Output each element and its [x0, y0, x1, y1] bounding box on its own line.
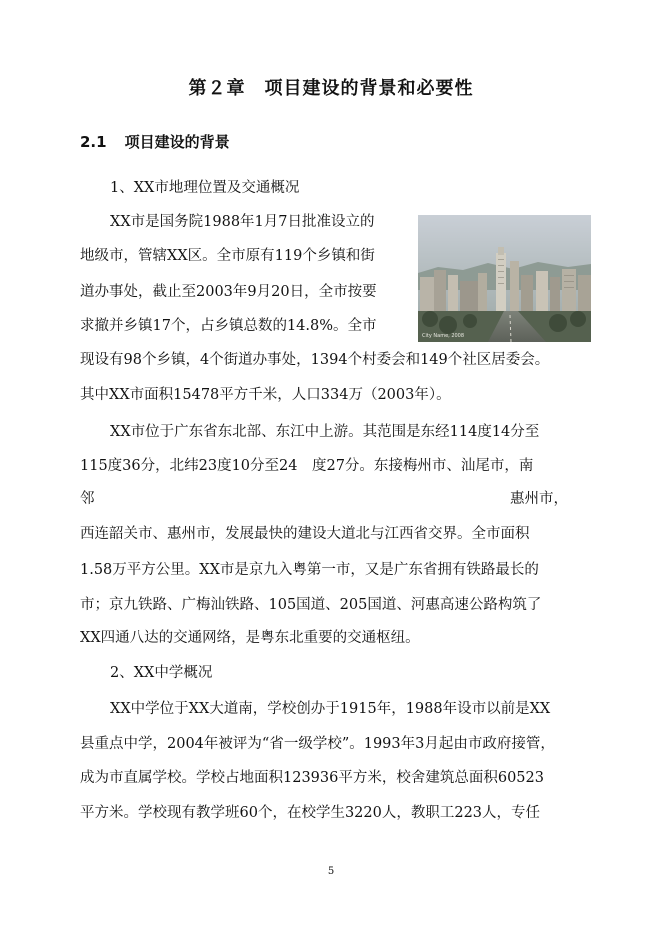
paragraph-line: 平方米。学校现有教学班60个，在校学生3220人，教职工223人，专任: [80, 805, 541, 821]
paragraph-line: XX四通八达的交通网络，是粤东北重要的交通枢纽。: [80, 630, 420, 646]
paragraph-line: 惠州市，: [510, 491, 568, 507]
paragraph-line: 成为市直属学校。学校占地面积123936平方米，校舍建筑总面积60523: [80, 770, 544, 786]
paragraph-line: 115度36分，北纬23度10分至24 度27分。东接梅州市、汕尾市，南: [80, 458, 534, 474]
paragraph-line: 地级市，管辖XX区。全市原有119个乡镇和街: [80, 248, 375, 264]
paragraph-line: XX市是国务院1988年1月7日批准设立的: [110, 214, 375, 230]
paragraph-line: 其中XX市面积15478平方千米，人口334万（2003年）。: [80, 387, 451, 403]
paragraph-line: 西连韶关市、惠州市，发展最快的建设大道北与江西省交界。全市面积: [80, 526, 530, 542]
paragraph-line: 道办事处，截止至2003年9月20日，全市按要: [80, 284, 377, 300]
subheading-location: 1、XX市地理位置及交通概况: [110, 180, 300, 196]
paragraph-line: 市；京九铁路、广梅汕铁路、105国道、205国道、河惠高速公路构筑了: [80, 597, 542, 613]
paragraph-line: 邻: [80, 491, 95, 507]
section-number: 2.1: [80, 133, 107, 151]
paragraph-line: 现设有98个乡镇，4个街道办事处，1394个村委会和149个社区居委会。: [80, 352, 550, 368]
page-number: 5: [327, 866, 335, 877]
paragraph-line: 县重点中学，2004年被评为“省一级学校”。1993年3月起由市政府接管，: [80, 736, 555, 752]
paragraph-line: 1.58万平方公里。XX市是京九入粤第一市，又是广东省拥有铁路最长的: [80, 562, 539, 578]
city-skyline-photo: [418, 215, 591, 342]
chapter-title: 第２章 项目建设的背景和必要性: [188, 78, 474, 99]
photo-caption: City Name, 2008: [422, 333, 465, 339]
paragraph-line: XX市位于广东省东北部、东江中上游。其范围是东经114度14分至: [110, 424, 540, 440]
section-heading: [80, 131, 230, 152]
section-title-text: 项目建设的背景: [124, 133, 230, 151]
subheading-school: 2、XX中学概况: [110, 665, 213, 681]
paragraph-line: XX中学位于XX大道南，学校创办于1915年，1988年设市以前是XX: [110, 701, 551, 717]
paragraph-line: 求撤并乡镇17个，占乡镇总数的14.8%。全市: [80, 318, 377, 334]
